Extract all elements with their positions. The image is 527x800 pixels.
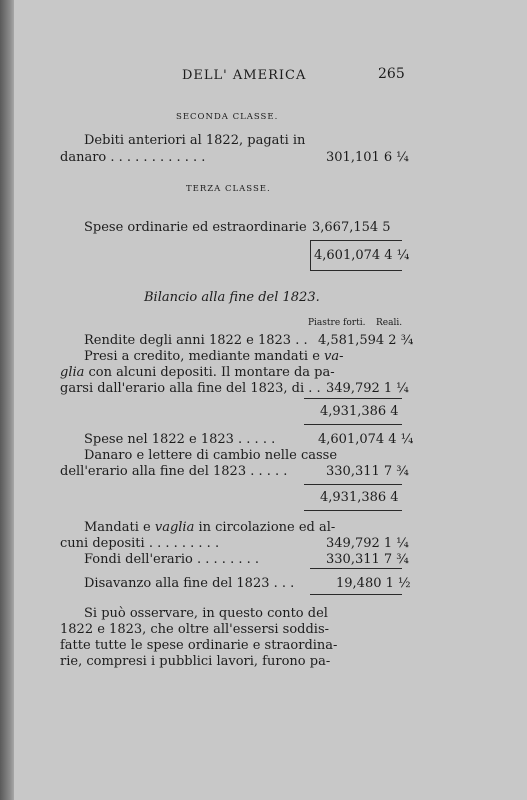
presi-text: Presi a credito, mediante mandati e [84,349,325,364]
rendite-line: Rendite degli anni 1822 e 1823 . . [84,333,308,348]
terza-total-rule [310,270,402,271]
terza-vline [310,240,311,270]
subtotal-rule-2 [304,484,402,485]
subtotal-rule-1b [304,424,402,425]
disavanzo-rule [310,568,402,569]
rendite-amount: 4,581,594 2 ¾ [318,333,414,348]
section-heading-seconda: SECONDA CLASSE. [176,112,279,122]
spese-amount: 4,601,074 4 ¼ [318,432,414,447]
paragraph-line-2: 1822 e 1823, che oltre all'essersi soddis- [60,622,330,637]
presi-text-2: con alcuni depositi. Il montare da pa- [84,365,335,380]
column-header-piastre: Piastre forti. [308,318,366,328]
disavanzo-line: Disavanzo alla fine del 1823 . . . [84,576,295,591]
paragraph-line-4: rie, compresi i pubblici lavori, furono pa- [60,654,331,669]
disavanzo-rule-bottom [310,594,402,595]
mandati-line-2: cuni depositi . . . . . . . . . [60,536,220,551]
mandati-text-a: Mandati e [84,520,155,535]
terza-total: 4,601,074 4 ¼ [314,248,410,263]
subtotal-2: 4,931,386 4 [320,490,399,505]
column-header-reali: Reali. [376,318,403,328]
spese-line: Spese nel 1822 e 1823 . . . . . [84,432,276,447]
danaro-line-1: Danaro e lettere di cambio nelle casse [84,448,338,463]
presi-amount: 349,792 1 ¼ [326,381,409,396]
page-binding-edge [0,0,14,800]
paragraph-line-3: fatte tutte le spese ordinarie e straordina- [60,638,338,653]
presi-italic-2: glia [60,365,85,380]
bilancio-title: Bilancio alla fine del 1823. [144,290,320,305]
terza-line-1: Spese ordinarie ed estraordinarie [84,220,307,235]
mandati-italic: vaglia [154,520,195,535]
mandati-line-1 [84,520,335,535]
presi-line-3: garsi dall'erario alla fine del 1823, di . . [60,381,321,396]
danaro-line-2: dell'erario alla fine del 1823 . . . . . [60,464,288,479]
terza-amount: 3,667,154 5 [312,220,391,235]
terza-rule [310,240,402,241]
book-page [14,0,527,800]
presi-line-1 [84,349,344,364]
section-heading-terza: TERZA CLASSE. [186,184,271,194]
danaro-amount: 330,311 7 ¾ [326,464,409,479]
fondi-amount: 330,311 7 ¾ [326,552,409,567]
running-header-title: DELL' AMERICA [182,68,307,83]
seconda-line-2: danaro . . . . . . . . . . . . [60,150,206,165]
mandati-amount: 349,792 1 ¼ [326,536,409,551]
presi-line-2 [60,365,335,380]
subtotal-rule-2b [304,510,402,511]
seconda-amount: 301,101 6 ¼ [326,150,409,165]
presi-italic: va- [324,349,344,364]
disavanzo-amount: 19,480 1 ½ [336,576,411,591]
mandati-text-b: in circolazione ed al- [194,520,336,535]
fondi-line: Fondi dell'erario . . . . . . . . [84,552,259,567]
page-number: 265 [378,66,405,82]
paragraph-line-1: Si può osservare, in questo conto del [84,606,328,621]
seconda-line-1: Debiti anteriori al 1822, pagati in [84,133,306,148]
subtotal-rule-1 [304,398,402,399]
subtotal-1: 4,931,386 4 [320,404,399,419]
